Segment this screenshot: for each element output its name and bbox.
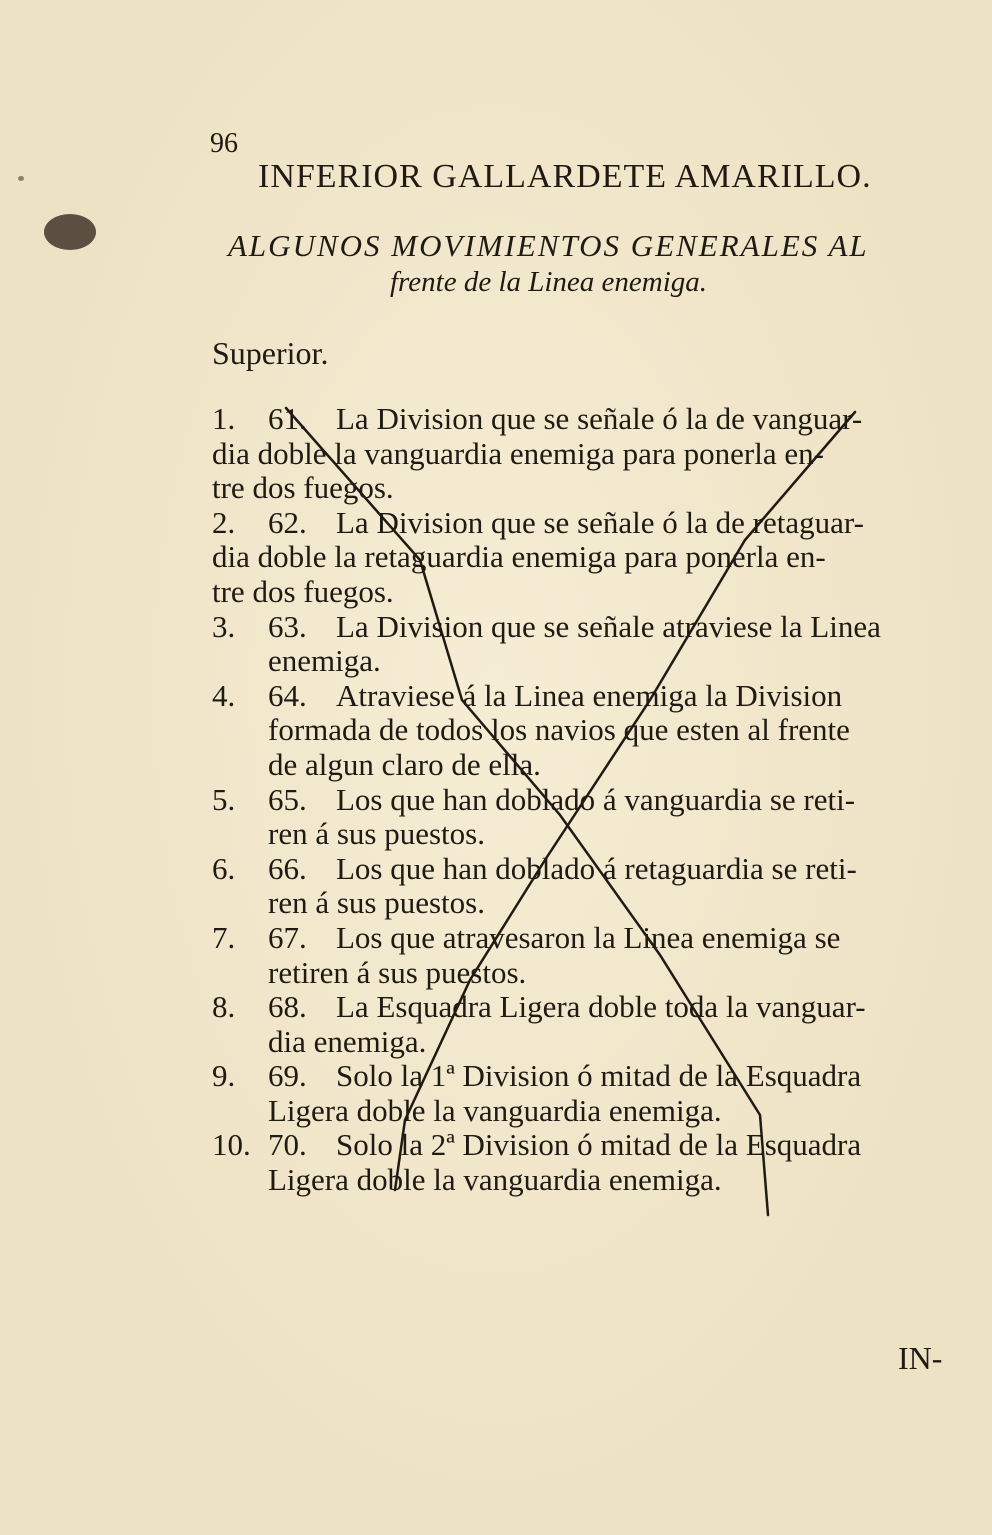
signal-code: 65. (268, 781, 307, 817)
signal-entry (212, 679, 947, 783)
entry-text: Los que atravesaron la Linea enemiga se (336, 919, 841, 955)
entry-text: La Division que se señale atraviese la Linea (336, 608, 881, 644)
signal-code: 70. (268, 1127, 307, 1163)
entry-number: 5. (212, 781, 236, 817)
entry-line: formada de todos los navios que esten al frente (268, 712, 850, 748)
entry-line: dia doble la retaguardia enemiga para ponerla en- (212, 539, 826, 575)
signal-code: 67. (268, 919, 307, 955)
signal-entry (212, 402, 947, 506)
entry-line: de algun claro de ella. (268, 746, 541, 782)
signal-entry (212, 921, 947, 990)
entry-line: Ligera doble la vanguardia enemiga. (268, 1092, 722, 1128)
entry-number: 1. (212, 401, 236, 436)
entry-line: enemiga. (268, 643, 381, 679)
entry-line (268, 990, 947, 1025)
entry-line: tre dos fuegos. (212, 573, 394, 609)
entry-number: 4. (212, 677, 236, 713)
entry-line (268, 402, 947, 437)
entry-line: ren á sus puestos. (268, 885, 485, 921)
entry-line: dia enemiga. (268, 1023, 427, 1059)
entry-text: Los que han doblado á retaguardia se reti- (336, 850, 857, 886)
entry-line: Ligera doble la vanguardia enemiga. (268, 1162, 722, 1198)
page-number: 96 (210, 128, 238, 159)
signal-code: 69. (268, 1058, 307, 1094)
entry-line (268, 921, 947, 956)
entry-text: Solo la 2ª Division ó mitad de la Esquadra (336, 1127, 862, 1163)
entry-number: 10. (212, 1127, 251, 1163)
entry-line (268, 1128, 947, 1163)
signal-entry (212, 506, 947, 610)
signal-entry (212, 783, 947, 852)
entry-text: La Esquadra Ligera doble toda la vanguar- (336, 989, 866, 1025)
entry-line: tre dos fuegos. (212, 470, 394, 506)
entry-line (268, 783, 947, 818)
entry-line (268, 1059, 947, 1094)
subtitle-line-1: ALGUNOS MOVIMIENTOS GENERALES AL (228, 228, 869, 263)
entry-line (268, 679, 947, 714)
signal-code: 68. (268, 989, 307, 1025)
entry-line: ren á sus puestos. (268, 816, 485, 852)
entry-number: 9. (212, 1058, 236, 1094)
entry-text: Solo la 1ª Division ó mitad de la Esquadra (336, 1058, 862, 1094)
ink-speck (18, 176, 24, 181)
signal-entry (212, 990, 947, 1059)
signal-code: 62. (268, 504, 307, 540)
section-label: Superior. (212, 335, 329, 371)
entry-number: 8. (212, 989, 236, 1025)
entry-text: Atraviese á la Linea enemiga la Division (336, 677, 843, 713)
entry-number: 7. (212, 919, 236, 955)
entry-text: La Division que se señale ó la de retaguar- (336, 504, 864, 540)
entry-line: dia doble la vanguardia enemiga para ponerla en- (212, 435, 824, 471)
ink-blot (44, 214, 96, 250)
subtitle-line-2: frente de la Linea enemiga. (390, 266, 708, 298)
signal-code: 63. (268, 608, 307, 644)
entry-line: retiren á sus puestos. (268, 954, 527, 990)
entry-number: 6. (212, 850, 236, 886)
entry-line (268, 506, 947, 541)
entry-text: La Division que se señale ó la de vanguar- (336, 401, 863, 436)
entry-line (268, 610, 947, 645)
signal-code: 66. (268, 850, 307, 886)
running-title: INFERIOR GALLARDETE AMARILLO. (258, 158, 872, 195)
entry-number: 2. (212, 504, 236, 540)
entry-number: 3. (212, 608, 236, 644)
signal-code: 64. (268, 677, 307, 713)
signal-list (212, 402, 947, 1198)
signal-entry (212, 1128, 947, 1197)
signal-code: 61. (268, 401, 307, 436)
signal-entry (212, 610, 947, 679)
entry-line (268, 852, 947, 887)
signal-entry (212, 1059, 947, 1128)
catchword: IN- (898, 1340, 943, 1376)
entry-text: Los que han doblado á vanguardia se reti- (336, 781, 856, 817)
signal-entry (212, 852, 947, 921)
